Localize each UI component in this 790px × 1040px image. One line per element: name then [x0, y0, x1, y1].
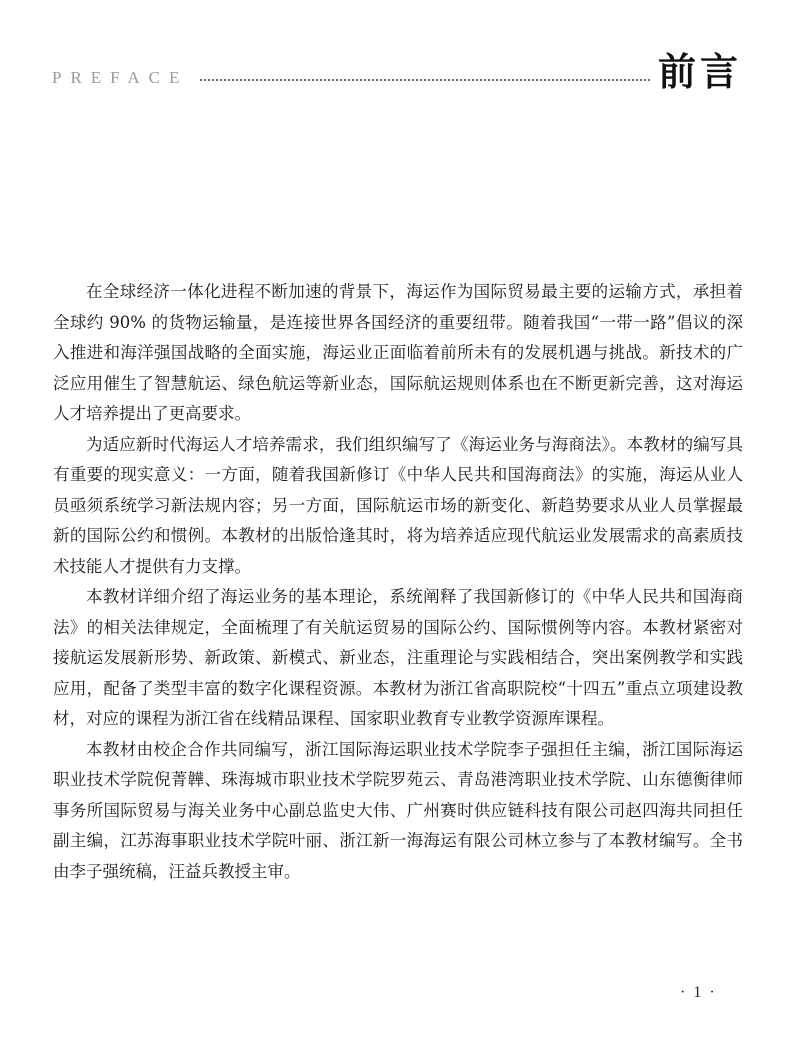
preface-body: [53, 277, 743, 887]
preface-english-title: PREFACE: [52, 68, 189, 87]
paragraph-4: 本教材由校企合作共同编写，浙江国际海运职业技术学院李子强担任主编，浙江国际海运职业技术学院倪菁韡、珠海城市职业技术学院罗苑云、青岛港湾职业技术学院、山东德衡律师事务所国际贸易与海关业务中心副总监史大伟、广州赛时供应链科技有限公司赵四海共同担任副主编，江苏海事职业技术学院叶丽、浙江新一海海运有限公司林立参与了本教材编写。全书由李子强统稿，汪益兵教授主审。: [53, 739, 743, 881]
page-number: · 1 ·: [680, 984, 717, 1001]
page-header: [52, 50, 742, 100]
paragraph-3: 本教材详细介绍了海运业务的基本理论，系统阐释了我国新修订的《中华人民共和国海商法》的相关法律规定，全面梳理了有关航运贸易的国际公约、国际惯例等内容。本教材紧密对接航运发展新形势、新政策、新模式、新业态，注重理论与实践相结合，突出案例教学和实践应用，配备了类型丰富的数字化课程资源。本教材为浙江省高职院校“十四五”重点立项建设教材，对应的课程为浙江省在线精品课程、国家职业教育专业教学资源库课程。: [53, 587, 743, 728]
paragraph-2: 为适应新时代海运人才培养需求，我们组织编写了《海运业务与海商法》。本教材的编写具有重要的现实意义：一方面，随着我国新修订《中华人民共和国海商法》的实施，海运从业人员亟须系统学习新法规内容；另一方面，国际航运市场的新变化、新趋势要求从业人员掌握最新的国际公约和惯例。本教材的出版恰逢其时，将为培养适应现代航运业发展需求的高素质技术技能人才提供有力支撑。: [53, 434, 743, 576]
preface-chinese-title: 前言: [657, 50, 742, 94]
paragraph-1: 在全球经济一体化进程不断加速的背景下，海运作为国际贸易最主要的运输方式，承担着全球约 90% 的货物运输量，是连接世界各国经济的重要纽带。随着我国“一带一路”倡议的深入推进和海洋强国战略的全面实施，海运业正面临着前所未有的发展机遇与挑战。新技术的广泛应用催生了智慧航运、绿色航运等新业态，国际航运规则体系也在不断更新完善，这对海运人才培养提出了更高要求。: [53, 282, 743, 423]
dotted-divider: [200, 79, 650, 81]
